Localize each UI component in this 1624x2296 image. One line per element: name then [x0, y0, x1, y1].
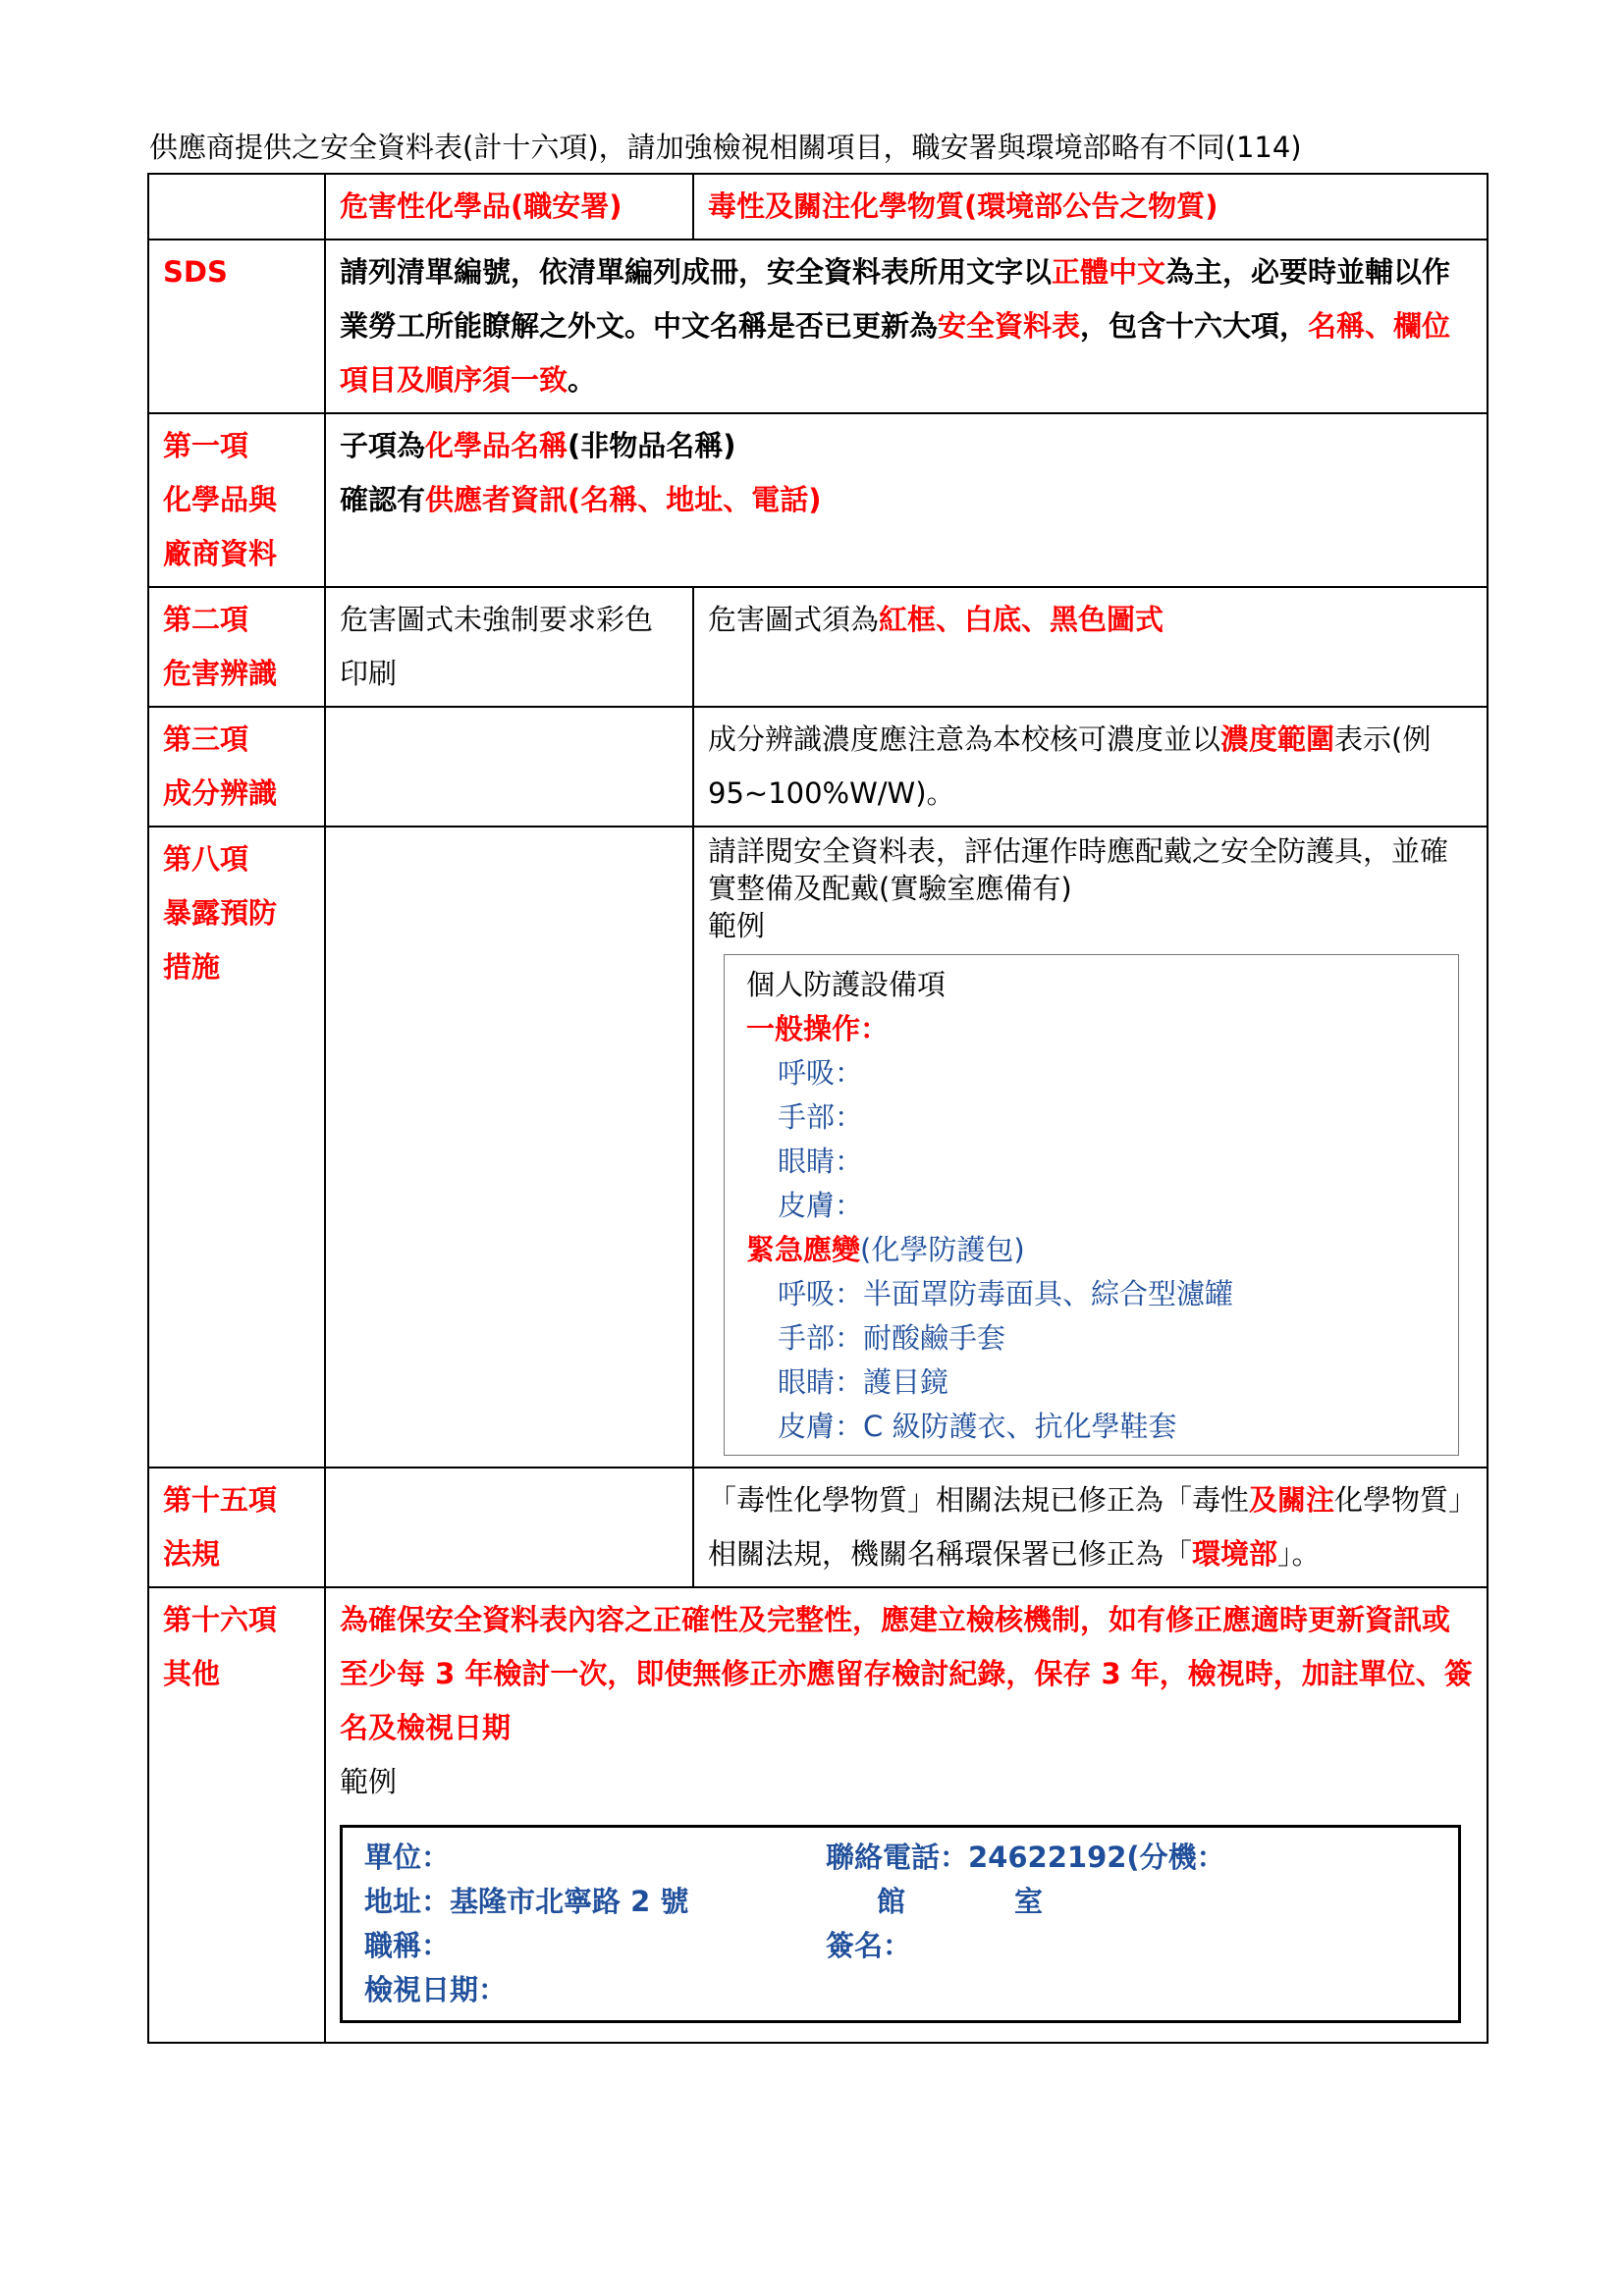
ppe-general-respiratory: 呼吸：	[778, 1056, 864, 1090]
item8-osha-cell	[325, 827, 693, 1468]
row-label-sds: SDS	[148, 240, 325, 413]
row-label-item8: 第八項 暴露預防 措施	[148, 827, 325, 1468]
review-date: 檢視日期：	[364, 1973, 508, 2006]
item3-osha-cell	[325, 707, 693, 827]
header-col-moenv: 毒性及關注化學物質(環境部公告之物質)	[693, 174, 1488, 240]
item2-moenv-cell: 危害圖式須為紅框、白底、黑色圖式	[693, 587, 1488, 707]
row-label-item15: 第十五項 法規	[148, 1468, 325, 1587]
review-unit: 單位：	[364, 1841, 451, 1874]
ppe-emergency-skin: 皮膚：C 級防護衣、抗化學鞋套	[778, 1410, 1177, 1443]
row-item1	[148, 413, 1488, 587]
review-address: 地址：基隆市北寧路 2 號	[364, 1885, 689, 1918]
item16-requirement: 為確保安全資料表內容之正確性及完整性，應建立檢核機制，如有修正應適時更新資訊或至少每 3 年檢討一次，即使無修正亦應留存檢討紀錄，保存 3 年，檢視時，加註單位、簽名及檢視日期	[340, 1603, 1473, 1744]
ppe-emergency-hands: 手部：耐酸鹼手套	[778, 1321, 1006, 1355]
row-label-item1: 第一項 化學品與 廠商資料	[148, 413, 325, 587]
ppe-general-heading: 一般操作：	[746, 1012, 890, 1045]
ppe-emergency-eyes: 眼睛：護目鏡	[778, 1365, 949, 1399]
review-example-box	[340, 1825, 1461, 2023]
review-room: 室	[1014, 1885, 1044, 1918]
item8-instructions: 請詳閱安全資料表，評估運作時應配戴之安全防護具，並確實整備及配戴(實驗室應備有)	[708, 834, 1449, 905]
row-label-item16: 第十六項 其他	[148, 1587, 325, 2043]
sds-review-table	[147, 173, 1489, 2044]
item8-example-label: 範例	[708, 909, 766, 942]
item8-moenv-cell	[693, 827, 1488, 1468]
row-label-item2: 第二項 危害辨識	[148, 587, 325, 707]
row-item8	[148, 827, 1488, 1468]
ppe-emergency-heading: 緊急應變(化學防護包)	[746, 1233, 1025, 1266]
review-phone: 聯絡電話：24622192(分機：	[826, 1841, 1225, 1874]
page-title: 供應商提供之安全資料表(計十六項)，請加強檢視相關項目，職安署與環境部略有不同(114)	[149, 131, 1302, 164]
header-col-osha: 危害性化學品(職安署)	[325, 174, 693, 240]
row-item16	[148, 1587, 1488, 2043]
row-sds	[148, 240, 1488, 413]
review-signature: 簽名：	[826, 1929, 912, 1962]
header-empty-cell	[148, 174, 325, 240]
item1-content: 子項為化學品名稱(非物品名稱) 確認有供應者資訊(名稱、地址、電話)	[325, 413, 1488, 587]
item16-content	[325, 1587, 1488, 2043]
item15-moenv-cell: 「毒性化學物質」相關法規已修正為「毒性及關注化學物質」相關法規，機關名稱環保署已修正為「環境部」。	[693, 1468, 1488, 1587]
review-hall: 館	[877, 1885, 906, 1918]
item15-osha-cell	[325, 1468, 693, 1587]
ppe-general-skin: 皮膚：	[778, 1189, 864, 1222]
item2-osha-cell: 危害圖式未強制要求彩色印刷	[325, 587, 693, 707]
ppe-example-box	[724, 954, 1459, 1456]
item16-example-label: 範例	[340, 1765, 398, 1798]
row-item15	[148, 1468, 1488, 1587]
row-item2	[148, 587, 1488, 707]
item3-moenv-cell: 成分辨識濃度應注意為本校核可濃度並以濃度範圍表示(例 95~100%W/W)。	[693, 707, 1488, 827]
row-label-item3: 第三項 成分辨識	[148, 707, 325, 827]
ppe-general-hands: 手部：	[778, 1100, 864, 1134]
ppe-box-title: 個人防護設備項	[746, 968, 947, 1001]
review-job-title: 職稱：	[364, 1929, 451, 1962]
row-item3	[148, 707, 1488, 827]
ppe-emergency-respiratory: 呼吸：半面罩防毒面具、綜合型濾罐	[778, 1277, 1234, 1310]
sds-description: 請列清單編號，依清單編列成冊，安全資料表所用文字以正體中文為主，必要時並輔以作業勞工所能瞭解之外文。中文名稱是否已更新為安全資料表，包含十六大項，名稱、欄位項目及順序須一致。	[325, 240, 1488, 413]
ppe-general-eyes: 眼睛：	[778, 1145, 864, 1178]
table-header-row	[148, 174, 1488, 240]
